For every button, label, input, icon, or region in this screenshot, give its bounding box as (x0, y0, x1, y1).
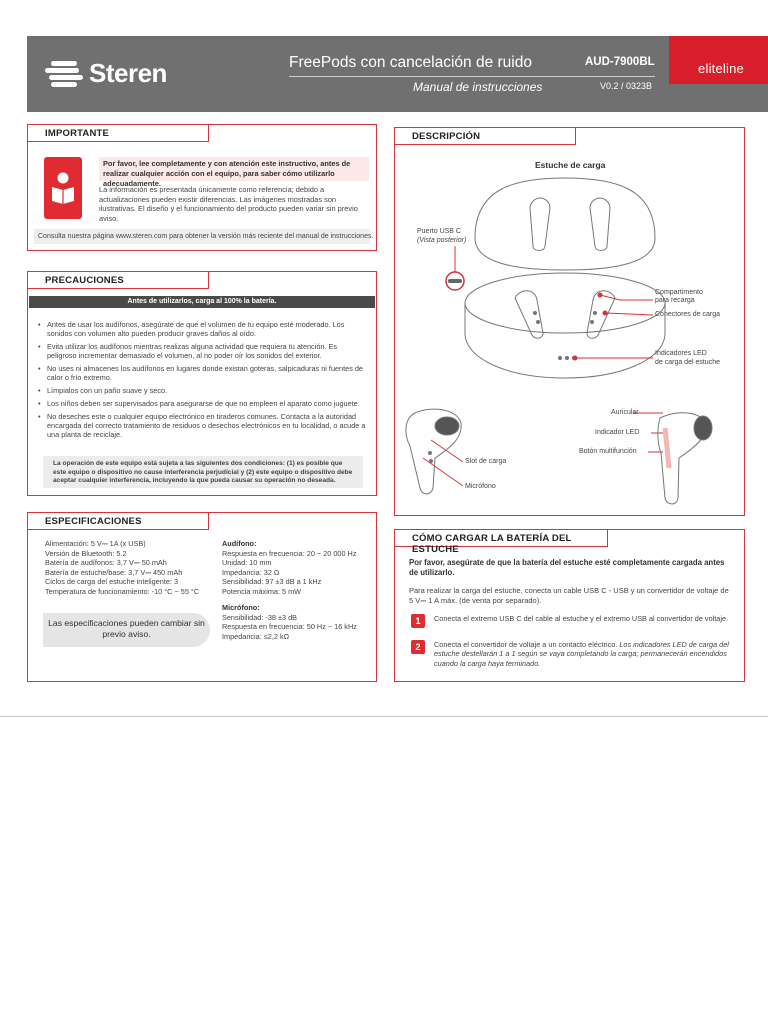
list-item: • No deseches este o cualquier equipo electrónico en tiraderos comunes. Contacta a la autoridad encargada del correcto tratamiento de residuos o desechos electrónicos en tu localidad, o acude a una planta de reciclaje. (38, 412, 368, 439)
step-2-number: 2 (411, 640, 425, 654)
compartment-label-2: para recarga (655, 297, 695, 304)
product-diagram (395, 128, 746, 517)
case-base-illustration (465, 273, 665, 378)
spec-line: Unidad: 10 mm (222, 558, 272, 568)
especificaciones-heading: ESPECIFICACIONES (27, 512, 209, 530)
importante-body-text: La información es presentada únicamente como referencia; debido a actualizaciones pueden existir diferencias. Las imágenes mostradas son ilustrativas. El diseño y el funcionamiento del producto pueden variar sin previo aviso. (99, 185, 358, 223)
list-item: • Antes de usar los audífonos, asegúrate de que el volumen de tu equipo esté moderado. Los sonidos con volumen alto pueden producir graves daños al oído. (38, 320, 368, 338)
microphone-label: Micrófono (465, 483, 496, 490)
specs-change-note: Las especificaciones pueden cambiar sin previo aviso. (43, 613, 210, 647)
charging-slot-label: Slot de carga (465, 458, 507, 465)
step-1-text: Conecta el extremo USB C del cable al estuche y el extremo USB al convertidor de voltaje. (434, 614, 729, 623)
spec-line: Respuesta en frecuencia: 50 Hz ~ 16 kHz (222, 622, 357, 632)
especificaciones-section (27, 512, 377, 682)
usb-port-sublabel: (Vista posterior) (417, 237, 467, 244)
usb-port-icon (448, 279, 462, 283)
microphone-specs (222, 603, 372, 641)
reading-person-icon (44, 157, 82, 219)
importante-bold-text: Por favor, lee completamente y con atención este instructivo, antes de realizar cualquier acción con el equipo, para saber cómo utilizarlo adecuadamente. (99, 157, 369, 181)
step-1-number: 1 (411, 614, 425, 628)
product-title: FreePods con cancelación de ruido (289, 54, 532, 71)
cargar-heading: CÓMO CARGAR LA BATERÍA DEL ESTUCHE (394, 529, 608, 547)
usb-port-label: Puerto USB C (417, 228, 461, 235)
case-title: Estuche de carga (535, 160, 606, 170)
earbud-front-illustration (658, 413, 712, 504)
spec-line: Impedancia: ≤2,2 kΩ (222, 631, 290, 641)
page-bottom-divider (0, 716, 768, 717)
cargar-body-text: Para realizar la carga del estuche, conecta un cable USB C - USB y un convertidor de voltaje de 5 V⎓ 1 A máx. (de venta por separado). (409, 586, 729, 605)
case-led-label-2: de carga del estuche (655, 359, 720, 366)
eliteline-badge: eliteline (669, 36, 768, 84)
version-number: V0.2 / 0323B (600, 81, 653, 91)
manual-subtitle: Manual de instrucciones (413, 80, 543, 94)
list-item: • No uses ni almacenes los audífonos en lugares donde existan goteras, salpicaduras ni fuentes de calor o frío extremo. (38, 364, 368, 382)
general-specs (45, 539, 225, 597)
case-led-label: Indicadores LED (655, 350, 707, 357)
led-indicator-label: Indicador LED (595, 429, 640, 436)
spec-line: Alimentación: 5 V⎓ 1A (x USB) (45, 539, 146, 548)
earphone-specs (222, 539, 372, 597)
compartment-label: Compartimento (655, 289, 703, 296)
header-banner (27, 36, 768, 112)
spec-line: Ciclos de carga del estuche inteligente: 3 (45, 577, 179, 587)
spec-line: Batería de estuche/base: 3,7 V⎓ 450 mAh (45, 567, 183, 577)
spec-line: Versión de Bluetooth: 5.2 (45, 548, 127, 558)
step-2-text-italic: Los indicadores LED de carga del estuche destellarán 1 a 1 según se vaya completando la carga; permanecerán encendidos cuando la carga haya terminado. (434, 640, 729, 668)
cargar-section (394, 529, 745, 682)
multifunction-button-label: Botón multifunción (579, 448, 637, 455)
spec-line: Temperatura de funcionamiento: -10 °C ~ 55 °C (45, 586, 200, 596)
header-divider (289, 76, 655, 77)
list-item: • Límpialos con un paño suave y seco. (38, 386, 368, 395)
step-2-text-main: Conecta el convertidor de voltaje a un contacto eléctrico. (434, 640, 618, 649)
brand-name: Steren (89, 58, 167, 88)
step-2-text (434, 640, 740, 668)
spec-line: Impedancia: 32 Ω (222, 567, 280, 577)
conditions-box: La operación de este equipo está sujeta a las siguientes dos condiciones: (1) es posible que este equipo o dispositivo no cause interferencia perjudicial y (2) este equipo o dispositivo debe aceptar cualquier interferencia, incluyendo la que pueda causar su operación no deseada. (43, 456, 363, 488)
callout-lines (423, 293, 663, 486)
case-lid-illustration (475, 178, 655, 270)
precauciones-heading: PRECAUCIONES (27, 271, 209, 289)
descripcion-section (394, 127, 745, 516)
spec-line: Potencia máxima: 5 mW (222, 586, 302, 596)
importante-footer: Consulta nuestra página www.steren.com para obtener la versión más reciente del manual de instrucciones. (34, 229, 370, 244)
steren-logo (45, 58, 167, 89)
descripcion-heading: DESCRIPCIÓN (394, 127, 576, 145)
earbud-side-illustration (406, 409, 461, 494)
spec-line: Sensibilidad: 97 ±3 dB a 1 kHz (222, 577, 322, 587)
battery-banner: Antes de utilizarlos, carga al 100% la batería. (29, 296, 375, 308)
earphone-specs-title: Audífono: (222, 539, 257, 548)
spec-line: Respuesta en frecuencia: 20 ~ 20 000 Hz (222, 548, 357, 558)
microphone-specs-title: Micrófono: (222, 603, 260, 612)
importante-heading: IMPORTANTE (27, 124, 209, 142)
spec-line: Batería de audífonos: 3,7 V⎓ 50 mAh (45, 558, 167, 568)
spec-line: Sensibilidad: -38 ±3 dB (222, 612, 297, 622)
importante-section (27, 124, 377, 251)
connectors-label: Conectores de carga (655, 311, 720, 318)
cargar-bold-text: Por favor, asegúrate de que la batería del estuche esté completamente cargada antes de utilizarlo. (409, 558, 725, 577)
list-item: • Evita utilizar los audífonos mientras realizas alguna actividad que requiera tu atención. Es peligroso incrementar demasiado el volumen, al no poder oír los sonidos del exterior. (38, 342, 368, 360)
list-item: • Los niños deben ser supervisados para asegurarse de que no empleen el aparato como juguete. (38, 399, 368, 408)
precauciones-section (27, 271, 377, 496)
model-number: AUD-7900BL (585, 56, 655, 68)
earbud-label: Auricular (611, 409, 639, 416)
precautions-list (38, 320, 368, 443)
steren-logo-icon (45, 59, 83, 89)
